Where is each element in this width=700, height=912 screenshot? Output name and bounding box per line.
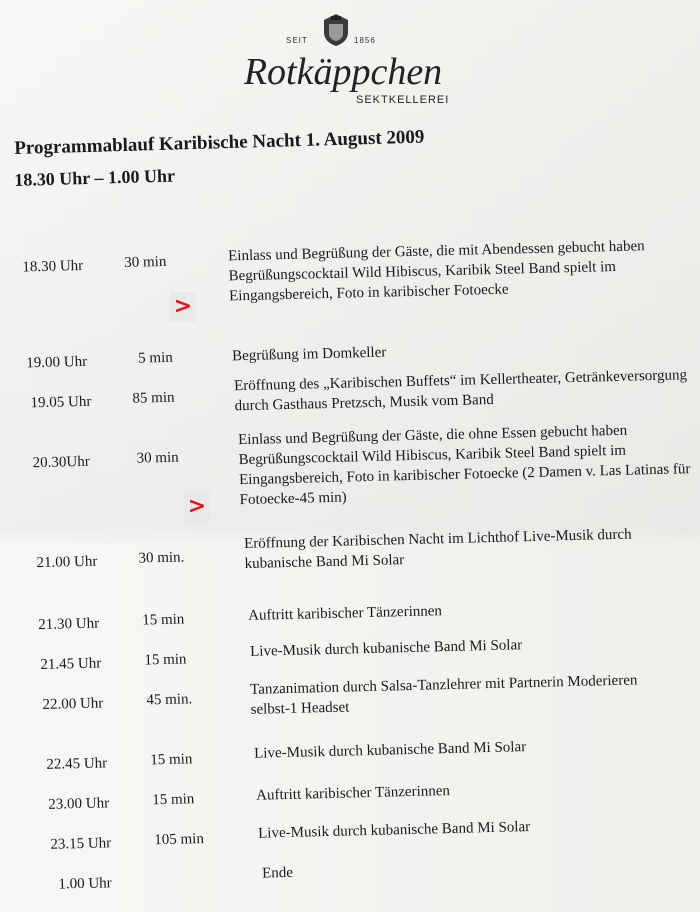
row-duration: 30 min (136, 449, 179, 467)
row-duration: 45 min. (146, 691, 193, 709)
row-time: 23.00 Uhr (48, 795, 110, 813)
row-duration: 15 min (152, 791, 195, 809)
row-time: 20.30Uhr (32, 453, 90, 472)
row-time: 21.45 Uhr (40, 655, 102, 674)
schedule-row (0, 733, 700, 773)
row-time: 23.15 Uhr (50, 835, 112, 853)
row-description: Eröffnung des „Karibischen Buffets“ im Kellertheater, Getränkeversorgung durch Gasthaus Pretzsch, Musik vom Band (233, 367, 688, 415)
row-duration: 85 min (132, 389, 175, 407)
row-description: Einlass und Begrüßung der Gäste, die ohne Essen gebucht haben Begrüßungscocktail Wild Hibiscus, Karibik Steel Band spielt im Eingangsbereich, Foto in karibischer Fotoecke (2 Damen v. Las Latinas für Fotoecke-45 min) (237, 422, 691, 509)
row-time: 22.45 Uhr (46, 755, 108, 773)
row-description: Eröffnung der Karibischen Nacht im Lichthof Live-Musik durch kubanische Band Mi Solar (243, 526, 632, 573)
row-description: Live-Musik durch kubanische Band Mi Solar (249, 637, 523, 660)
row-time: 22.00 Uhr (42, 695, 104, 713)
row-duration: 15 min (150, 751, 193, 769)
row-time: 18.30 Uhr (22, 257, 84, 276)
row-description: Ende (261, 864, 294, 882)
row-duration: 15 min (142, 611, 185, 629)
schedule-row (0, 775, 700, 813)
seit-label: SEIT (286, 36, 308, 45)
arrow-marker-icon: > (184, 490, 210, 524)
row-duration: 30 min (124, 253, 167, 271)
schedule-row (0, 595, 700, 634)
row-description: Auftritt karibischer Tänzerinnen (255, 783, 451, 804)
schedule-row (0, 523, 700, 573)
schedule-row (0, 631, 700, 674)
row-time: 21.30 Uhr (38, 615, 100, 634)
crest-icon (320, 12, 352, 48)
row-time: 19.00 Uhr (26, 353, 88, 372)
row-description: Begrüßung im Domkeller (231, 344, 387, 365)
page-subtitle: 18.30 Uhr – 1.00 Uhr (14, 165, 176, 190)
brand-subtitle: SEKTKELLEREI (356, 94, 450, 106)
schedule-row (0, 669, 700, 718)
row-time: 19.05 Uhr (30, 393, 92, 412)
row-duration: 5 min (138, 349, 173, 367)
schedule-row (0, 813, 700, 853)
row-duration: 30 min. (138, 549, 185, 567)
arrow-marker-icon: > (170, 292, 196, 322)
schedule-row (0, 419, 700, 509)
row-description: Live-Musik durch kubanische Band Mi Solar (253, 739, 527, 762)
row-description: Live-Musik durch kubanische Band Mi Solar (257, 819, 531, 842)
row-description: Tanzanimation durch Salsa-Tanzlehrer mit Partnerin Moderieren selbst-1 Headset (249, 672, 638, 718)
row-time: 21.00 Uhr (36, 553, 98, 572)
brand-name: Rotkäppchen (243, 51, 443, 93)
row-time: 1.00 Uhr (58, 875, 112, 893)
page-title: Programmablauf Karibische Nacht 1. August 2009 (14, 126, 425, 159)
schedule-row (0, 335, 700, 372)
schedule-row (0, 853, 700, 893)
row-duration: 15 min (144, 651, 187, 669)
brand-logo (228, 10, 458, 110)
row-description: Auftritt karibischer Tänzerinnen (247, 603, 443, 624)
row-description: Einlass und Begrüßung der Gäste, die mit Abendessen gebucht haben Begrüßungscocktail Wild Hibiscus, Karibik Steel Band spielt im Eingangsbereich, Foto in karibischer Fotoecke (227, 238, 645, 305)
schedule-row (0, 235, 700, 305)
schedule-row (0, 365, 700, 415)
row-duration: 105 min (154, 831, 205, 849)
founding-year: 1856 (354, 36, 376, 45)
